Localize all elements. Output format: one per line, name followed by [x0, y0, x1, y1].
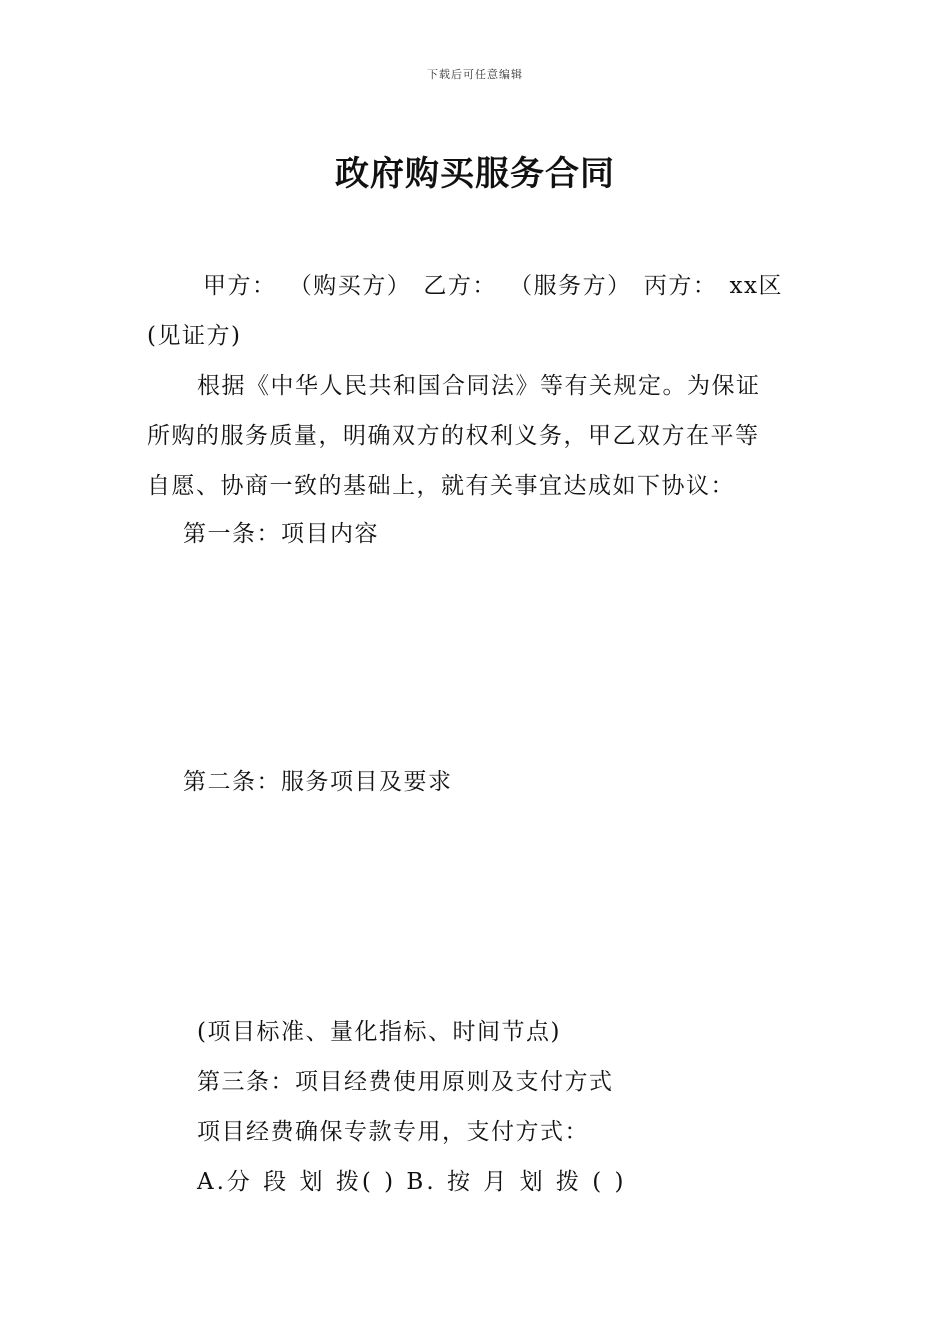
article-1-heading: 第一条：项目内容 [183, 521, 379, 547]
document-title: 政府购买服务合同 [335, 154, 615, 194]
preamble-line-1: 根据《中华人民共和国合同法》等有关规定。为保证 [197, 373, 761, 399]
party-c-name: xx区 [729, 273, 783, 299]
party-c-role: (见证方) [147, 323, 242, 349]
payment-options: A.分 段 划 拨( ) B. 按 月 划 拨 ( ) [197, 1169, 627, 1195]
parties-line [203, 270, 783, 302]
preamble-line-3: 自愿、协商一致的基础上，就有关事宜达成如下协议： [147, 473, 735, 499]
article-3-heading: 第三条：项目经费使用原则及支付方式 [197, 1069, 614, 1095]
article-3-text: 项目经费确保专款专用，支付方式： [197, 1119, 589, 1145]
party-c-label: 丙方： [643, 273, 718, 299]
preamble-line-2: 所购的服务质量，明确双方的权利义务，甲乙双方在平等 [147, 423, 760, 449]
party-a-label: 甲方： [203, 273, 277, 299]
party-a-role: （购买方） [288, 273, 412, 299]
party-b-label: 乙方： [423, 273, 497, 299]
article-2-heading: 第二条：服务项目及要求 [183, 769, 453, 795]
article-2-note: (项目标准、量化指标、时间节点) [197, 1019, 561, 1045]
party-b-role: （服务方） [509, 273, 632, 299]
header-note: 下载后可任意编辑 [427, 68, 523, 81]
